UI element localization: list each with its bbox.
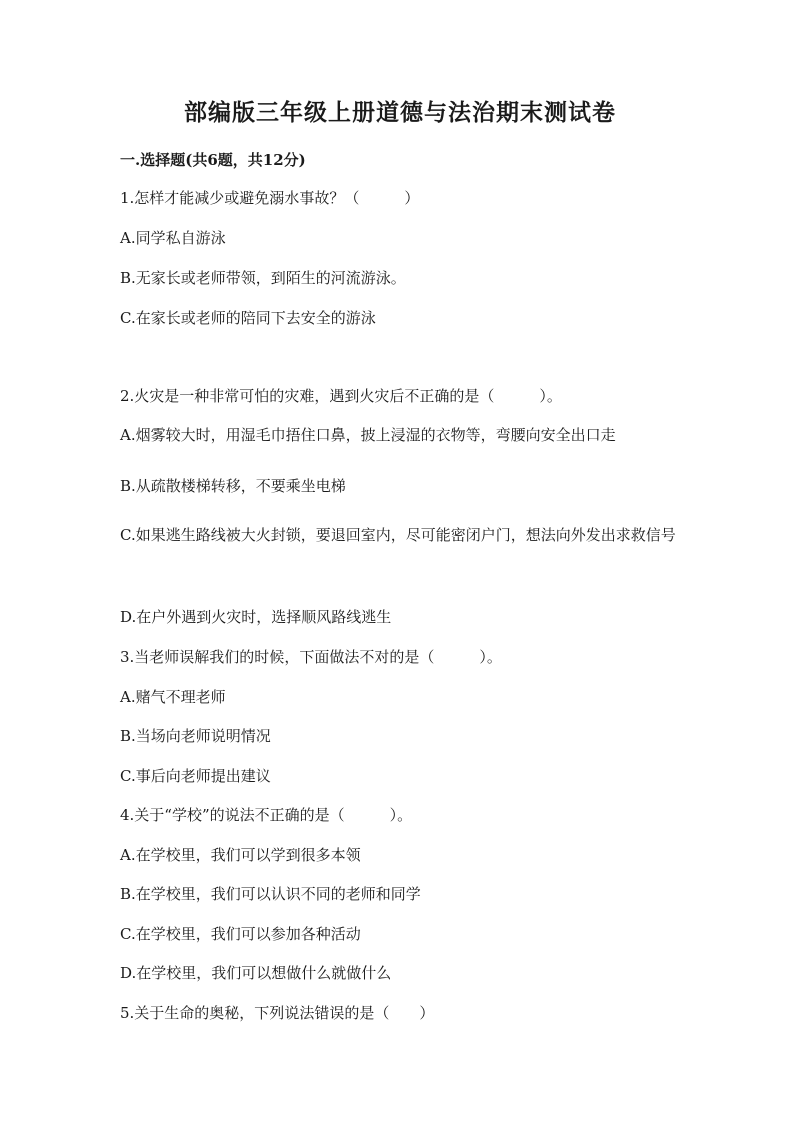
question-2-stem: 2.火灾是一种非常可怕的灾难，遇到火灾后不正确的是（ ）。 — [120, 387, 562, 405]
question-1-option-a: A.同学私自游泳 — [120, 229, 226, 247]
question-4-option-b: B.在学校里，我们可以认识不同的老师和同学 — [120, 885, 421, 903]
section-heading: 一.选择题(共6题，共12分) — [120, 151, 306, 169]
question-3-option-a: A.赌气不理老师 — [120, 688, 226, 706]
question-1-stem: 1.怎样才能减少或避免溺水事故？（ ） — [120, 189, 420, 207]
question-2-option-a: A.烟雾较大时，用湿毛巾捂住口鼻，披上浸湿的衣物等，弯腰向安全出口走 — [120, 426, 616, 444]
question-4-option-a: A.在学校里，我们可以学到很多本领 — [120, 846, 361, 864]
question-3-option-c: C.事后向老师提出建议 — [120, 767, 271, 785]
question-2-option-d: D.在户外遇到火灾时，选择顺风路线逃生 — [120, 608, 392, 626]
question-2-option-b: B.从疏散楼梯转移，不要乘坐电梯 — [120, 477, 346, 495]
question-3-stem: 3.当老师误解我们的时候，下面做法不对的是（ ）。 — [120, 648, 502, 666]
page-title: 部编版三年级上册道德与法治期末测试卷 — [184, 99, 616, 126]
question-1-option-c: C.在家长或老师的陪同下去安全的游泳 — [120, 309, 376, 327]
question-4-option-d: D.在学校里，我们可以想做什么就做什么 — [120, 964, 392, 982]
question-4-stem: 4.关于“学校”的说法不正确的是（ ）。 — [120, 806, 413, 824]
question-5-stem: 5.关于生命的奥秘，下列说法错误的是（ ） — [120, 1004, 435, 1022]
question-1-option-b: B.无家长或老师带领，到陌生的河流游泳。 — [120, 269, 406, 287]
question-3-option-b: B.当场向老师说明情况 — [120, 727, 271, 745]
question-4-option-c: C.在学校里，我们可以参加各种活动 — [120, 925, 361, 943]
question-2-option-c: C.如果逃生路线被大火封锁，要退回室内，尽可能密闭户门，想法向外发出求救信号 — [120, 526, 676, 544]
